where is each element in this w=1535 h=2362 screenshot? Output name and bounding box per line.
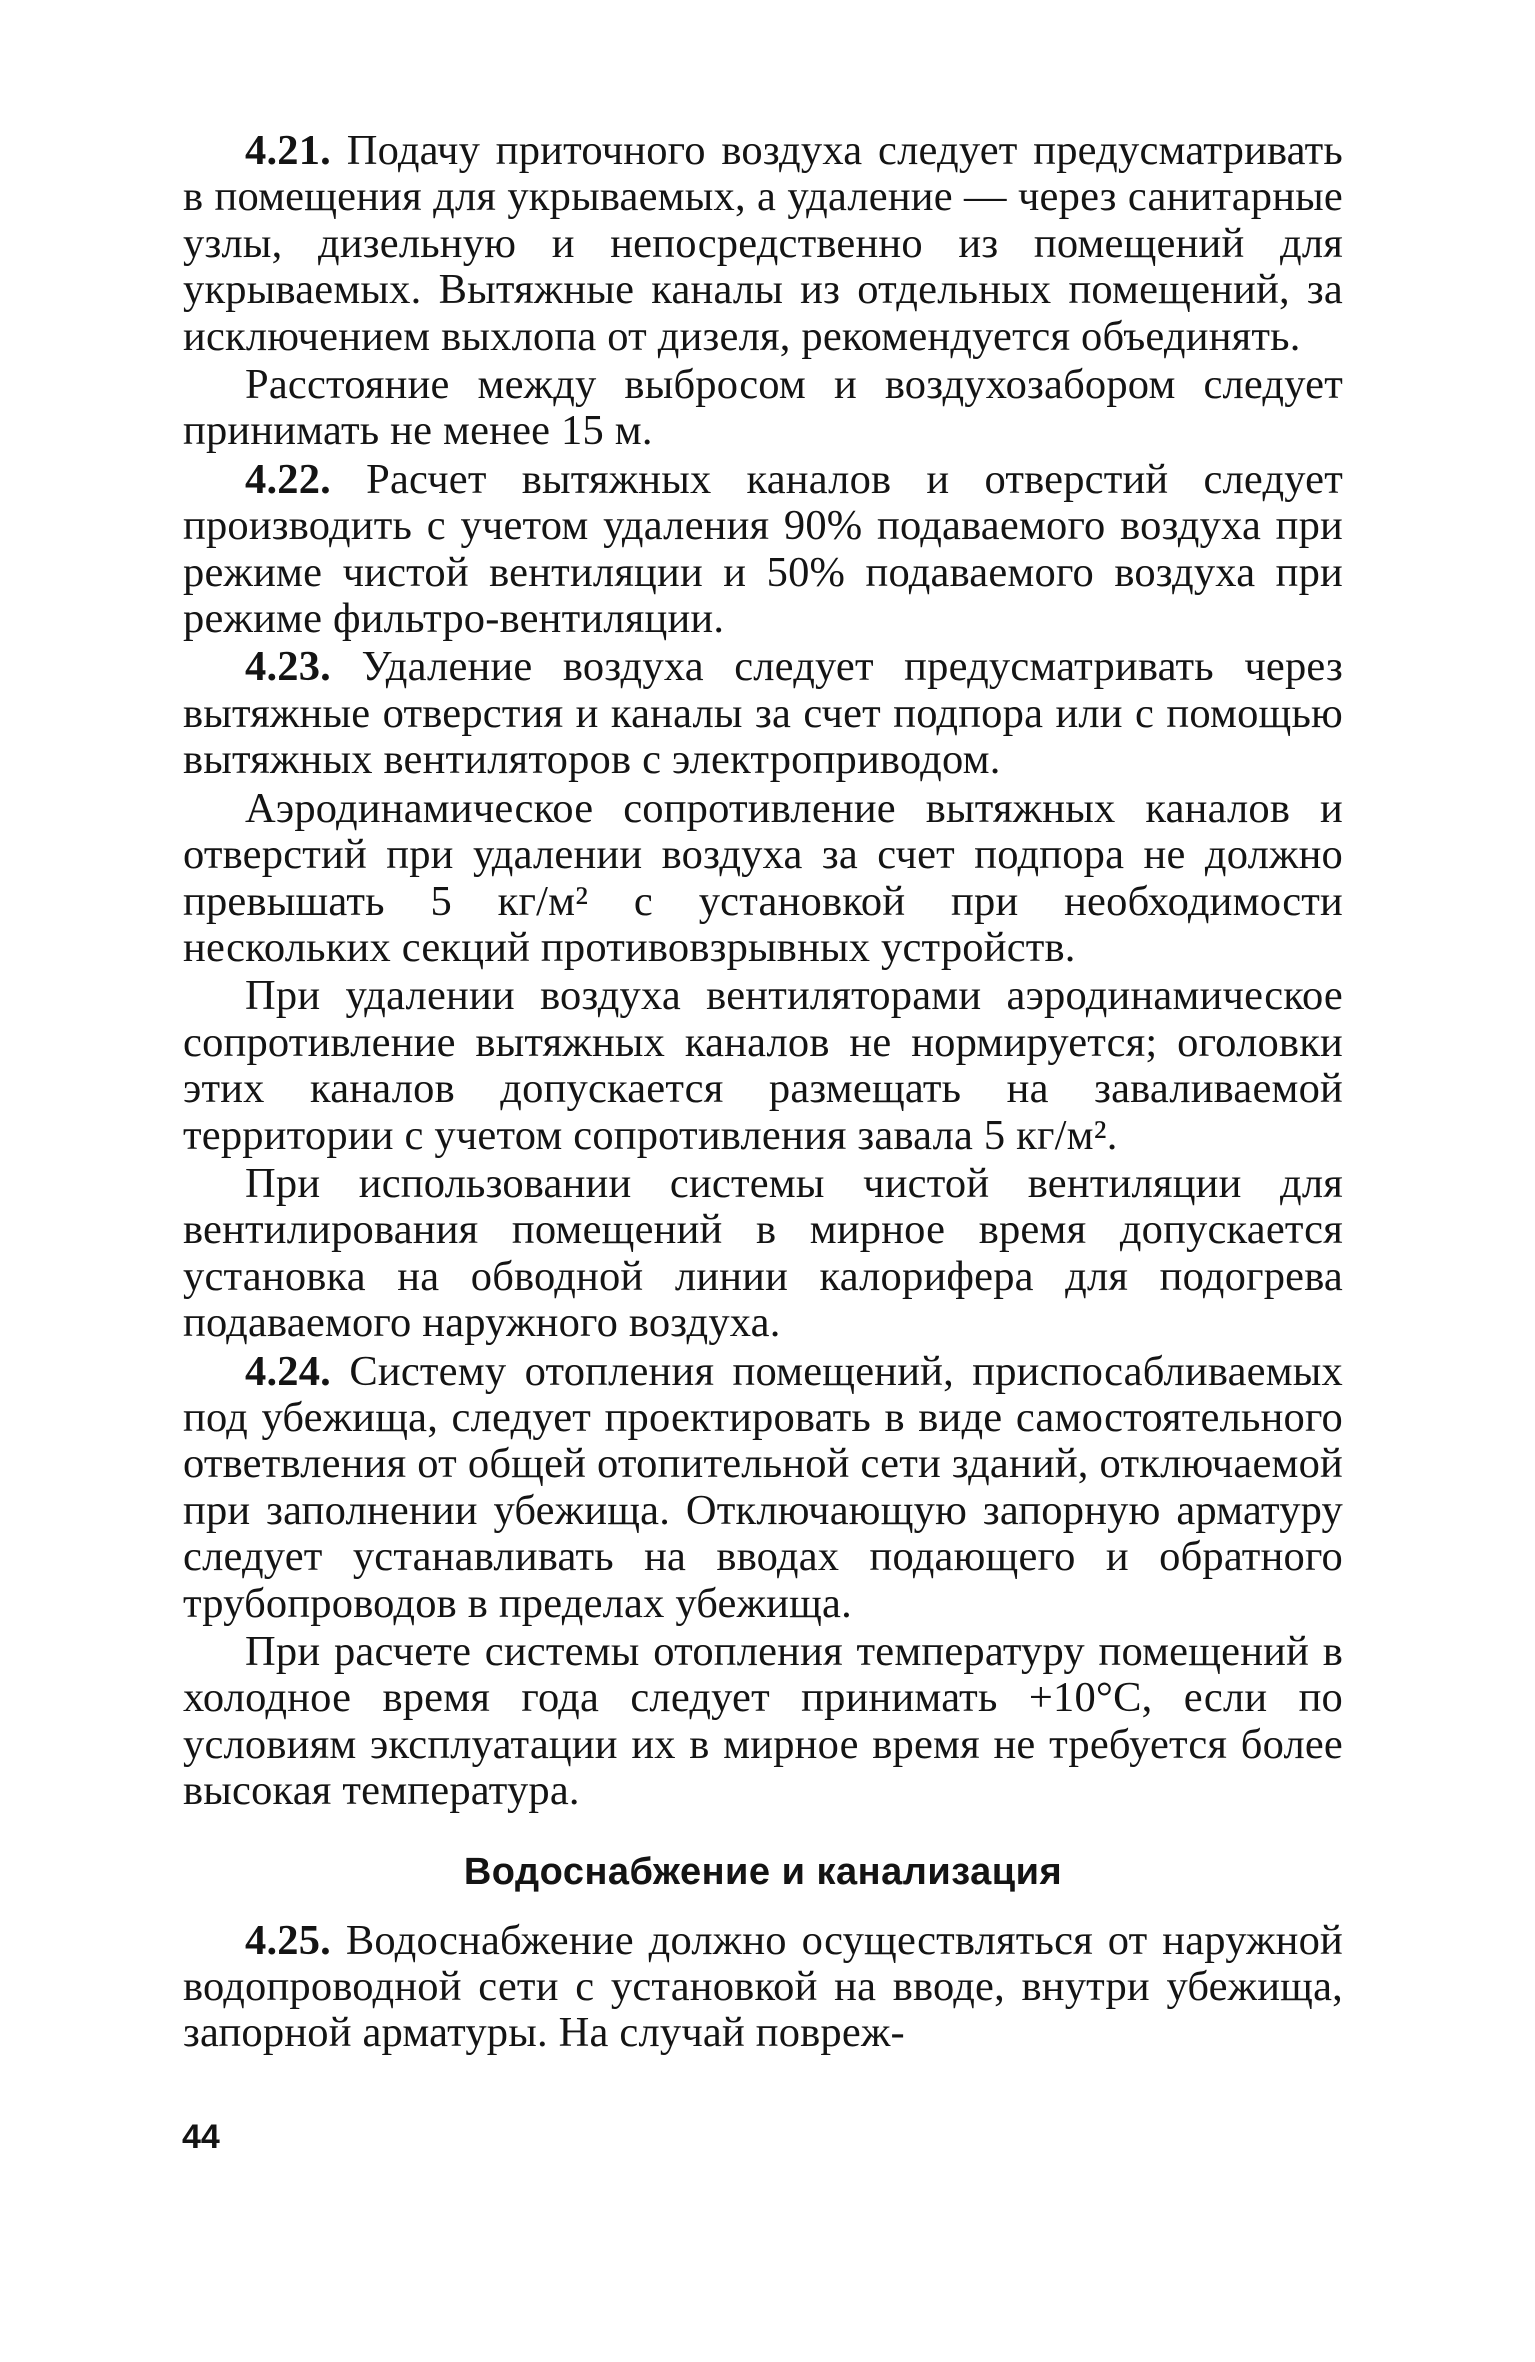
clause-number: 4.21. [245, 127, 331, 174]
paragraph-clean-ventilation [183, 1161, 1343, 1347]
paragraph-text: Расстояние между выбросом и воздухозабором следует принимать не менее 15 м. [183, 361, 1343, 455]
paragraph-text: Водоснабжение должно осуществляться от наружной водопроводной сети с установкой на вводе, внутри убежища, запорной арматуры. На случай повреж- [183, 1916, 1343, 2057]
paragraph-text: При удалении воздуха вентиляторами аэродинамическое сопротивление вытяжных каналов не нормируется; оголовки этих каналов допускается размещать на заваливаемой территории с учетом сопротивления завала 5 кг/м². [183, 972, 1343, 1159]
paragraph-text: Аэродинамическое сопротивление вытяжных каналов и отверстий при удалении воздуха за счет подпора не должно превышать 5 кг/м² с установкой при необходимости нескольких секций противовзрывных устройств. [183, 784, 1343, 971]
paragraph-heating-temperature [183, 1629, 1343, 1815]
section-heading: Водоснабжение и канализация [463, 1850, 1063, 1893]
paragraph-text: Подачу приточного воздуха следует предусматривать в помещения для укрываемых, а удаление — через санитарные узлы, дизельную и непосредственно из помещений для укрываемых. Вытяжные каналы из отдельных помещений, за исключением выхлопа от дизеля, рекомендуется объединять. [183, 127, 1343, 360]
paragraph-text: При расчете системы отопления температуру помещений в холодное время года следует принимать +10°С, если по условиям эксплуатации их в мирное время не требуется более высокая температура. [183, 1628, 1343, 1815]
page-body [183, 128, 1343, 2059]
clause-number: 4.24. [245, 1347, 331, 1395]
paragraph-4-23 [183, 644, 1343, 783]
page-number: 44 [182, 2118, 220, 2156]
paragraph-fans [183, 973, 1343, 1159]
paragraph-distance [183, 362, 1343, 455]
paragraph-text: Расчет вытяжных каналов и отверстий следует производить с учетом удаления 90% подаваемого воздуха при режиме чистой вентиляции и 50% подаваемого воздуха при режиме фильтро-вентиляции. [183, 455, 1343, 643]
clause-number: 4.25. [245, 1916, 331, 1964]
paragraph-4-21 [183, 128, 1343, 360]
paragraph-4-24 [183, 1349, 1343, 1627]
paragraph-text: При использовании системы чистой вентиляции для вентилирования помещений в мирное время допускается установка на обводной линии калорифера для подогрева подаваемого наружного воздуха. [183, 1159, 1343, 1347]
clause-number: 4.23. [245, 643, 331, 691]
paragraph-text: Удаление воздуха следует предусматривать через вытяжные отверстия и каналы за счет подпора или с помощью вытяжных вентиляторов с электроприводом. [183, 643, 1343, 784]
clause-number: 4.22. [245, 455, 331, 503]
paragraph-aero-resistance [183, 786, 1343, 972]
paragraph-4-25 [183, 1918, 1343, 2057]
paragraph-text: Систему отопления помещений, приспосабливаемых под убежища, следует проектировать в виде самостоятельного ответвления от общей отопительной сети зданий, отключаемой при заполнении убежища. Отключающую запорную арматуру следует устанавливать на вводах подающего и обратного трубопроводов в пределах убежища. [183, 1347, 1343, 1627]
paragraph-4-22 [183, 457, 1343, 643]
